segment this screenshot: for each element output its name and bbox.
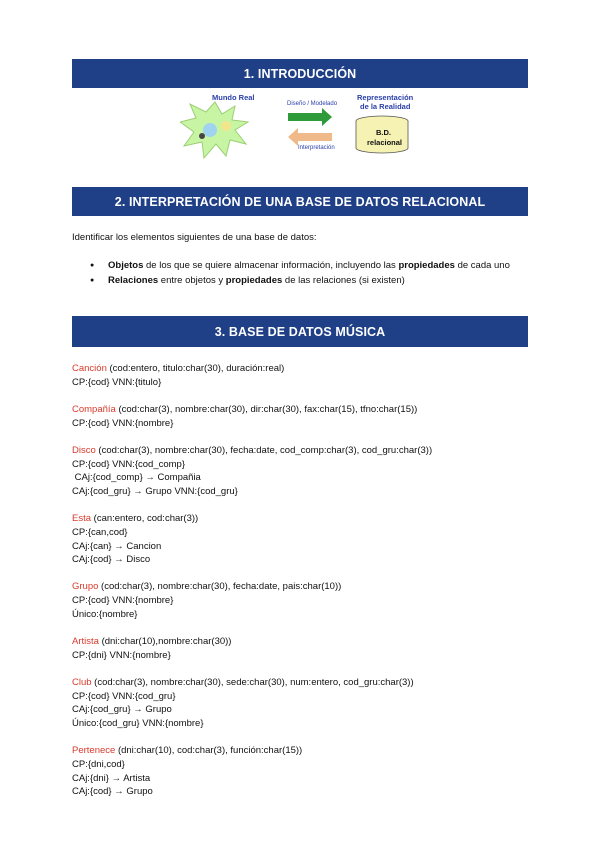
representation-label-2: de la Realidad [360,102,411,111]
table-name: Disco [72,444,96,456]
constraint-line: Único:{cod_gru} VNN:{nombre} [72,718,204,730]
section-heading-interpretacion [72,187,528,216]
world-label: Mundo Real [212,93,255,102]
table-attributes: (cod:char(3), nombre:char(30), sede:char(30), num:entero, cod_gru:char(3)) [91,676,414,688]
constraint-line: CP:{cod} VNN:{nombre} [72,595,174,607]
table-attributes: (dni:char(10),nombre:char(30)) [98,636,232,648]
constraint-line: CP:{dni} VNN:{nombre} [72,649,171,661]
section-heading-text: 3. BASE DE DATOS MÚSICA [214,324,386,339]
table-definition [72,444,542,499]
table-name: Compañía [72,403,116,415]
table-definition [72,403,542,430]
db-model-figure [180,92,425,164]
table-name: Club [72,676,92,688]
bullet-item: ● Objetos de los que se quiere almacenar información, incluyendo las propiedades de cada uno [90,258,510,273]
section-heading-introduccion [72,59,528,88]
constraint-line: CP:{cod} VNN:{titulo} [72,376,162,388]
constraint-line: CP:{can,cod} [72,526,128,538]
representation-label: Representación [357,93,414,102]
table-attributes: (can:entero, cod:char(3)) [91,513,199,525]
interpretation-label: Interpretación [298,145,335,151]
db-label: B.D. [376,128,391,137]
table-name: Grupo [72,581,99,593]
db-label-2: relacional [367,138,403,147]
table-name: Canción [72,363,107,374]
constraint-line: CAj:{cod_gru} → Grupo [72,704,172,716]
table-definition [72,744,542,799]
bullet-item: ● Relaciones entre objetos y propiedades de las relaciones (si existen) [90,273,510,288]
constraint-line: CAj:{cod_gru} → Grupo VNN:{cod_gru} [72,485,238,497]
table-attributes: (cod:char(3), nombre:char(30), fecha:date, cod_comp:char(3), cod_gru:char(3)) [95,444,433,456]
intro-paragraph: Identificar los elementos siguientes de una base de datos: [72,232,317,243]
section-heading-text: 2. INTERPRETACIÓN DE UNA BASE DE DATOS RELACIONAL [114,194,486,209]
constraint-line: CAj:{cod} → Disco [72,554,151,566]
constraint-line: CP:{cod} VNN:{cod_comp} [72,458,186,470]
table-definition [72,580,542,621]
design-label: Diseño / Modelado [287,101,338,107]
table-attributes: (cod:entero, titulo:char(30), duración:real) [106,363,285,374]
table-definition [72,676,542,731]
constraint-line: Único:{nombre} [72,608,138,620]
constraint-line: CAj:{cod} → Grupo [72,786,153,798]
table-definition [72,635,542,662]
section-heading-musica [72,316,528,347]
interpretation-arrow-icon [288,128,332,146]
constraint-line: CP:{dni,cod} [72,758,125,770]
table-name: Artista [72,636,99,648]
table-name: Esta [72,513,92,525]
table-definition [72,362,542,389]
section-heading-text: 1. INTRODUCCIÓN [243,66,357,81]
table-name: Pertenece [72,745,116,757]
table-definition [72,512,542,567]
table-attributes: (cod:char(3), nombre:char(30), dir:char(30), fax:char(15), tfno:char(15)) [115,403,418,415]
bullet-list [90,258,510,288]
constraint-line: CAj:{can} → Cancion [72,540,162,552]
globe-icon [203,123,217,137]
constraint-line: CAj:{cod_comp} → Compañia [72,472,201,484]
constraint-line: CP:{cod} VNN:{nombre} [72,417,174,429]
relational-schema-list [72,362,542,813]
sun-icon [221,121,231,131]
constraint-line: CP:{cod} VNN:{cod_gru} [72,690,176,702]
db-cylinder-icon [356,121,408,153]
table-attributes: (cod:char(3), nombre:char(30), fecha:date, pais:char(10)) [98,581,342,593]
design-arrow-icon [288,108,332,126]
table-attributes: (dni:char(10), cod:char(3), función:char(15)) [115,745,303,757]
constraint-line: CAj:{dni} → Artista [72,772,151,784]
world-dot-icon [199,133,205,139]
